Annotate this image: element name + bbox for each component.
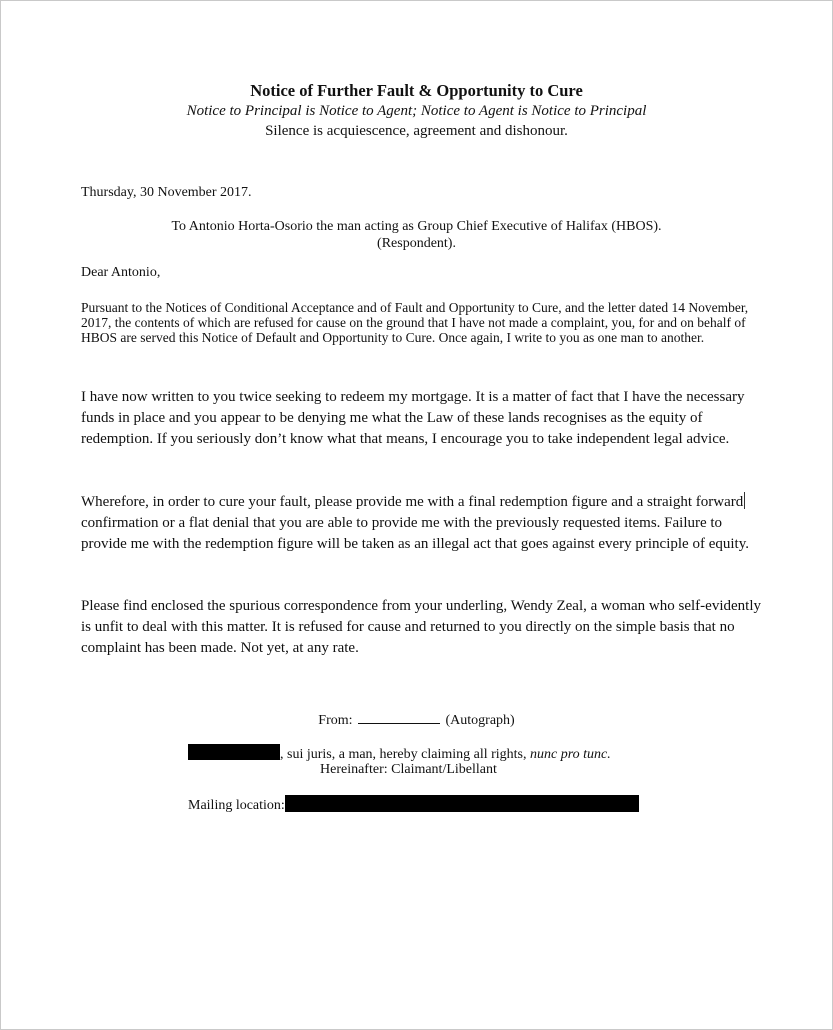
- hereinafter-line: Hereinafter: Claimant/Libellant: [320, 762, 497, 777]
- redacted-address: [285, 795, 639, 812]
- text-cursor: [744, 492, 745, 509]
- mailing-label: Mailing location:: [188, 798, 285, 813]
- recipient-line: To Antonio Horta-Osorio the man acting as Group Chief Executive of Halifax (HBOS).: [171, 219, 662, 234]
- body-paragraph-1: I have now written to you twice seeking to redeem my mortgage. It is a matter of fact that I have the necessary funds in place and you appear to be denying me what the Law of these lands recognises as the equity of redemption. If you seriously don’t know what that means, I encourage you to take independent legal advice.: [81, 389, 745, 447]
- body-paragraph-2: [81, 492, 771, 555]
- recipient-block: [1, 218, 832, 252]
- paragraph-2-end: confirmation or a flat denial that you are able to provide me with the previously requested items. Failure to provide me with the redemption figure will be taken as an illegal act that goes against every principle of equity.: [81, 515, 749, 552]
- respondent-label: (Respondent).: [377, 236, 456, 251]
- salutation: Dear Antonio,: [81, 265, 161, 280]
- autograph-label: (Autograph): [445, 713, 515, 728]
- document-subtitle: Notice to Principal is Notice to Agent; Notice to Agent is Notice to Principal: [186, 103, 647, 119]
- letter-header: [1, 81, 832, 141]
- mailing-location: [188, 795, 639, 815]
- document-tagline: Silence is acquiescence, agreement and dishonour.: [265, 123, 568, 139]
- body-paragraph-3: Please find enclosed the spurious correspondence from your underling, Wendy Zeal, a woman who self-evidently is unfit to deal with this matter. It is refused for cause and returned to you directly on the simple basis that no complaint has been made. Not yet, at any rate.: [81, 598, 761, 656]
- from-line: [1, 710, 832, 730]
- claim-text: , sui juris, a man, hereby claiming all rights,: [280, 747, 531, 762]
- letter-date: Thursday, 30 November 2017.: [81, 185, 252, 200]
- paragraph-2-start: Wherefore, in order to cure your fault, please provide me with a final redemption figure and a straight forward: [81, 494, 744, 510]
- redacted-name: [188, 744, 280, 760]
- document-title: Notice of Further Fault & Opportunity to Cure: [250, 81, 583, 100]
- from-label: From:: [318, 713, 353, 728]
- claim-italic: nunc pro tunc.: [530, 747, 611, 762]
- autograph-blank: [358, 710, 440, 724]
- intro-paragraph: Pursuant to the Notices of Conditional Acceptance and of Fault and Opportunity to Cure, and the letter dated 14 November, 2017, the contents of which are refused for cause on the ground that I have not made a complaint, you, for and on behalf of HBOS are served this Notice of Default and Opportunity to Cure. Once again, I write to you as one man to another.: [81, 300, 749, 345]
